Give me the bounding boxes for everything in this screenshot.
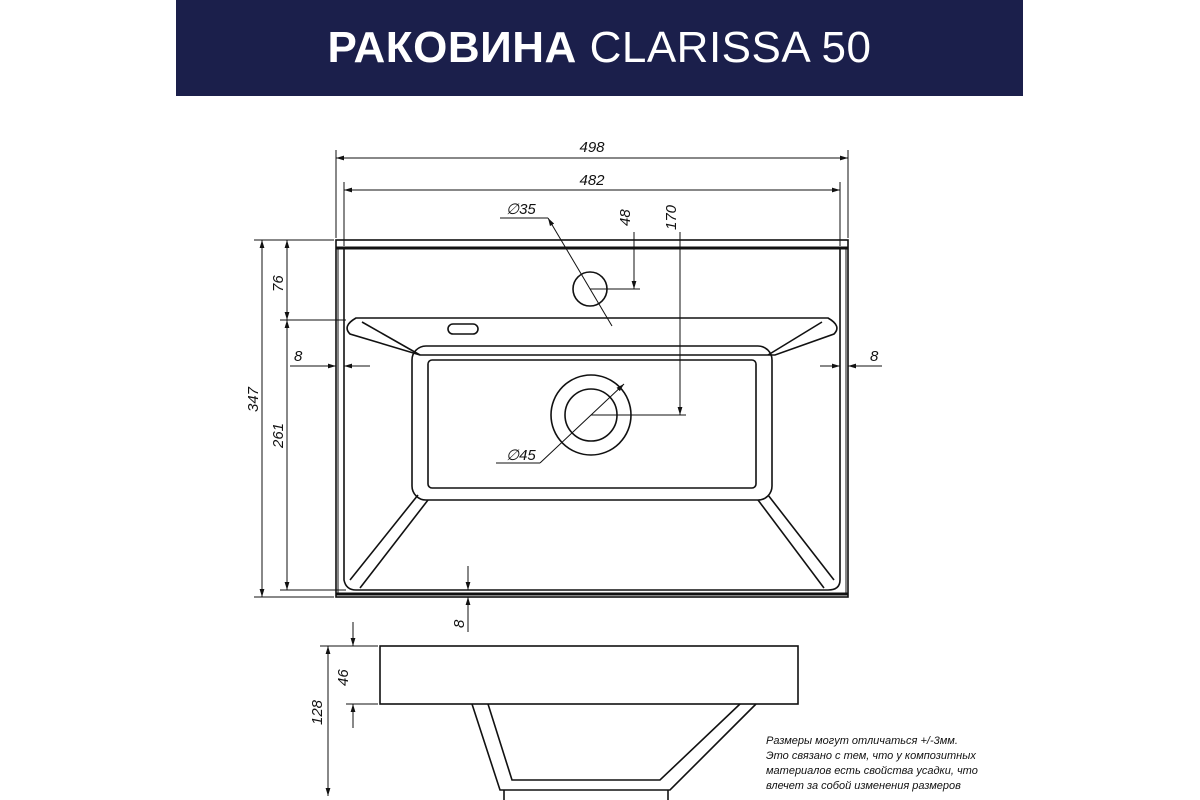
dim-overall-height: 128 [309, 699, 326, 725]
top-view [336, 240, 848, 597]
slope-front-right-2 [758, 500, 824, 588]
slope-back-left [362, 322, 420, 355]
slope-front-left [350, 495, 418, 580]
dim-overall-depth: 347 [245, 386, 262, 412]
tolerance-note [766, 734, 996, 794]
note-line: Это связано с тем, что у композитных [766, 750, 976, 762]
dim-faucet-diameter: ∅35 [506, 201, 536, 218]
side-bowl-outer [472, 704, 756, 790]
dim-side-rim-right: 8 [870, 348, 879, 365]
slope-front-left-2 [360, 500, 428, 588]
dim-overall-width: 498 [579, 139, 605, 156]
dimension-labels [245, 139, 879, 725]
dim-drain-offset: 170 [663, 204, 680, 230]
bowl-outline [344, 330, 840, 590]
dim-faucet-offset: 48 [617, 209, 634, 226]
slope-front-right [768, 495, 834, 580]
dim-rim-height: 46 [335, 669, 352, 686]
side-bowl-inner [488, 704, 740, 780]
slope-back-right [768, 322, 822, 355]
dim-front-rim: 8 [451, 619, 468, 628]
dim-inner-width: 482 [579, 172, 605, 189]
note-line: материалов есть свойства усадки, что [766, 765, 978, 777]
note-line: Размеры могут отличаться +/-3мм. [766, 735, 958, 747]
side-rim-block [380, 646, 798, 704]
side-view [380, 646, 798, 800]
dim-back-ledge: 76 [270, 275, 287, 292]
top-dimensions [254, 150, 882, 632]
dim-drain-diameter: ∅45 [506, 447, 536, 464]
dim-bowl-depth: 261 [270, 422, 287, 448]
basin-outer [412, 346, 772, 500]
note-line: влечет за собой изменения размеров [766, 780, 961, 792]
basin-floor [428, 360, 756, 488]
bowl-rim-back [347, 318, 837, 355]
overflow-slot [448, 324, 478, 334]
dim-side-rim-left: 8 [294, 348, 303, 365]
side-dimensions [320, 622, 378, 796]
title-light: CLARISSA 50 [576, 23, 872, 72]
title-bold: РАКОВИНА [327, 23, 577, 72]
